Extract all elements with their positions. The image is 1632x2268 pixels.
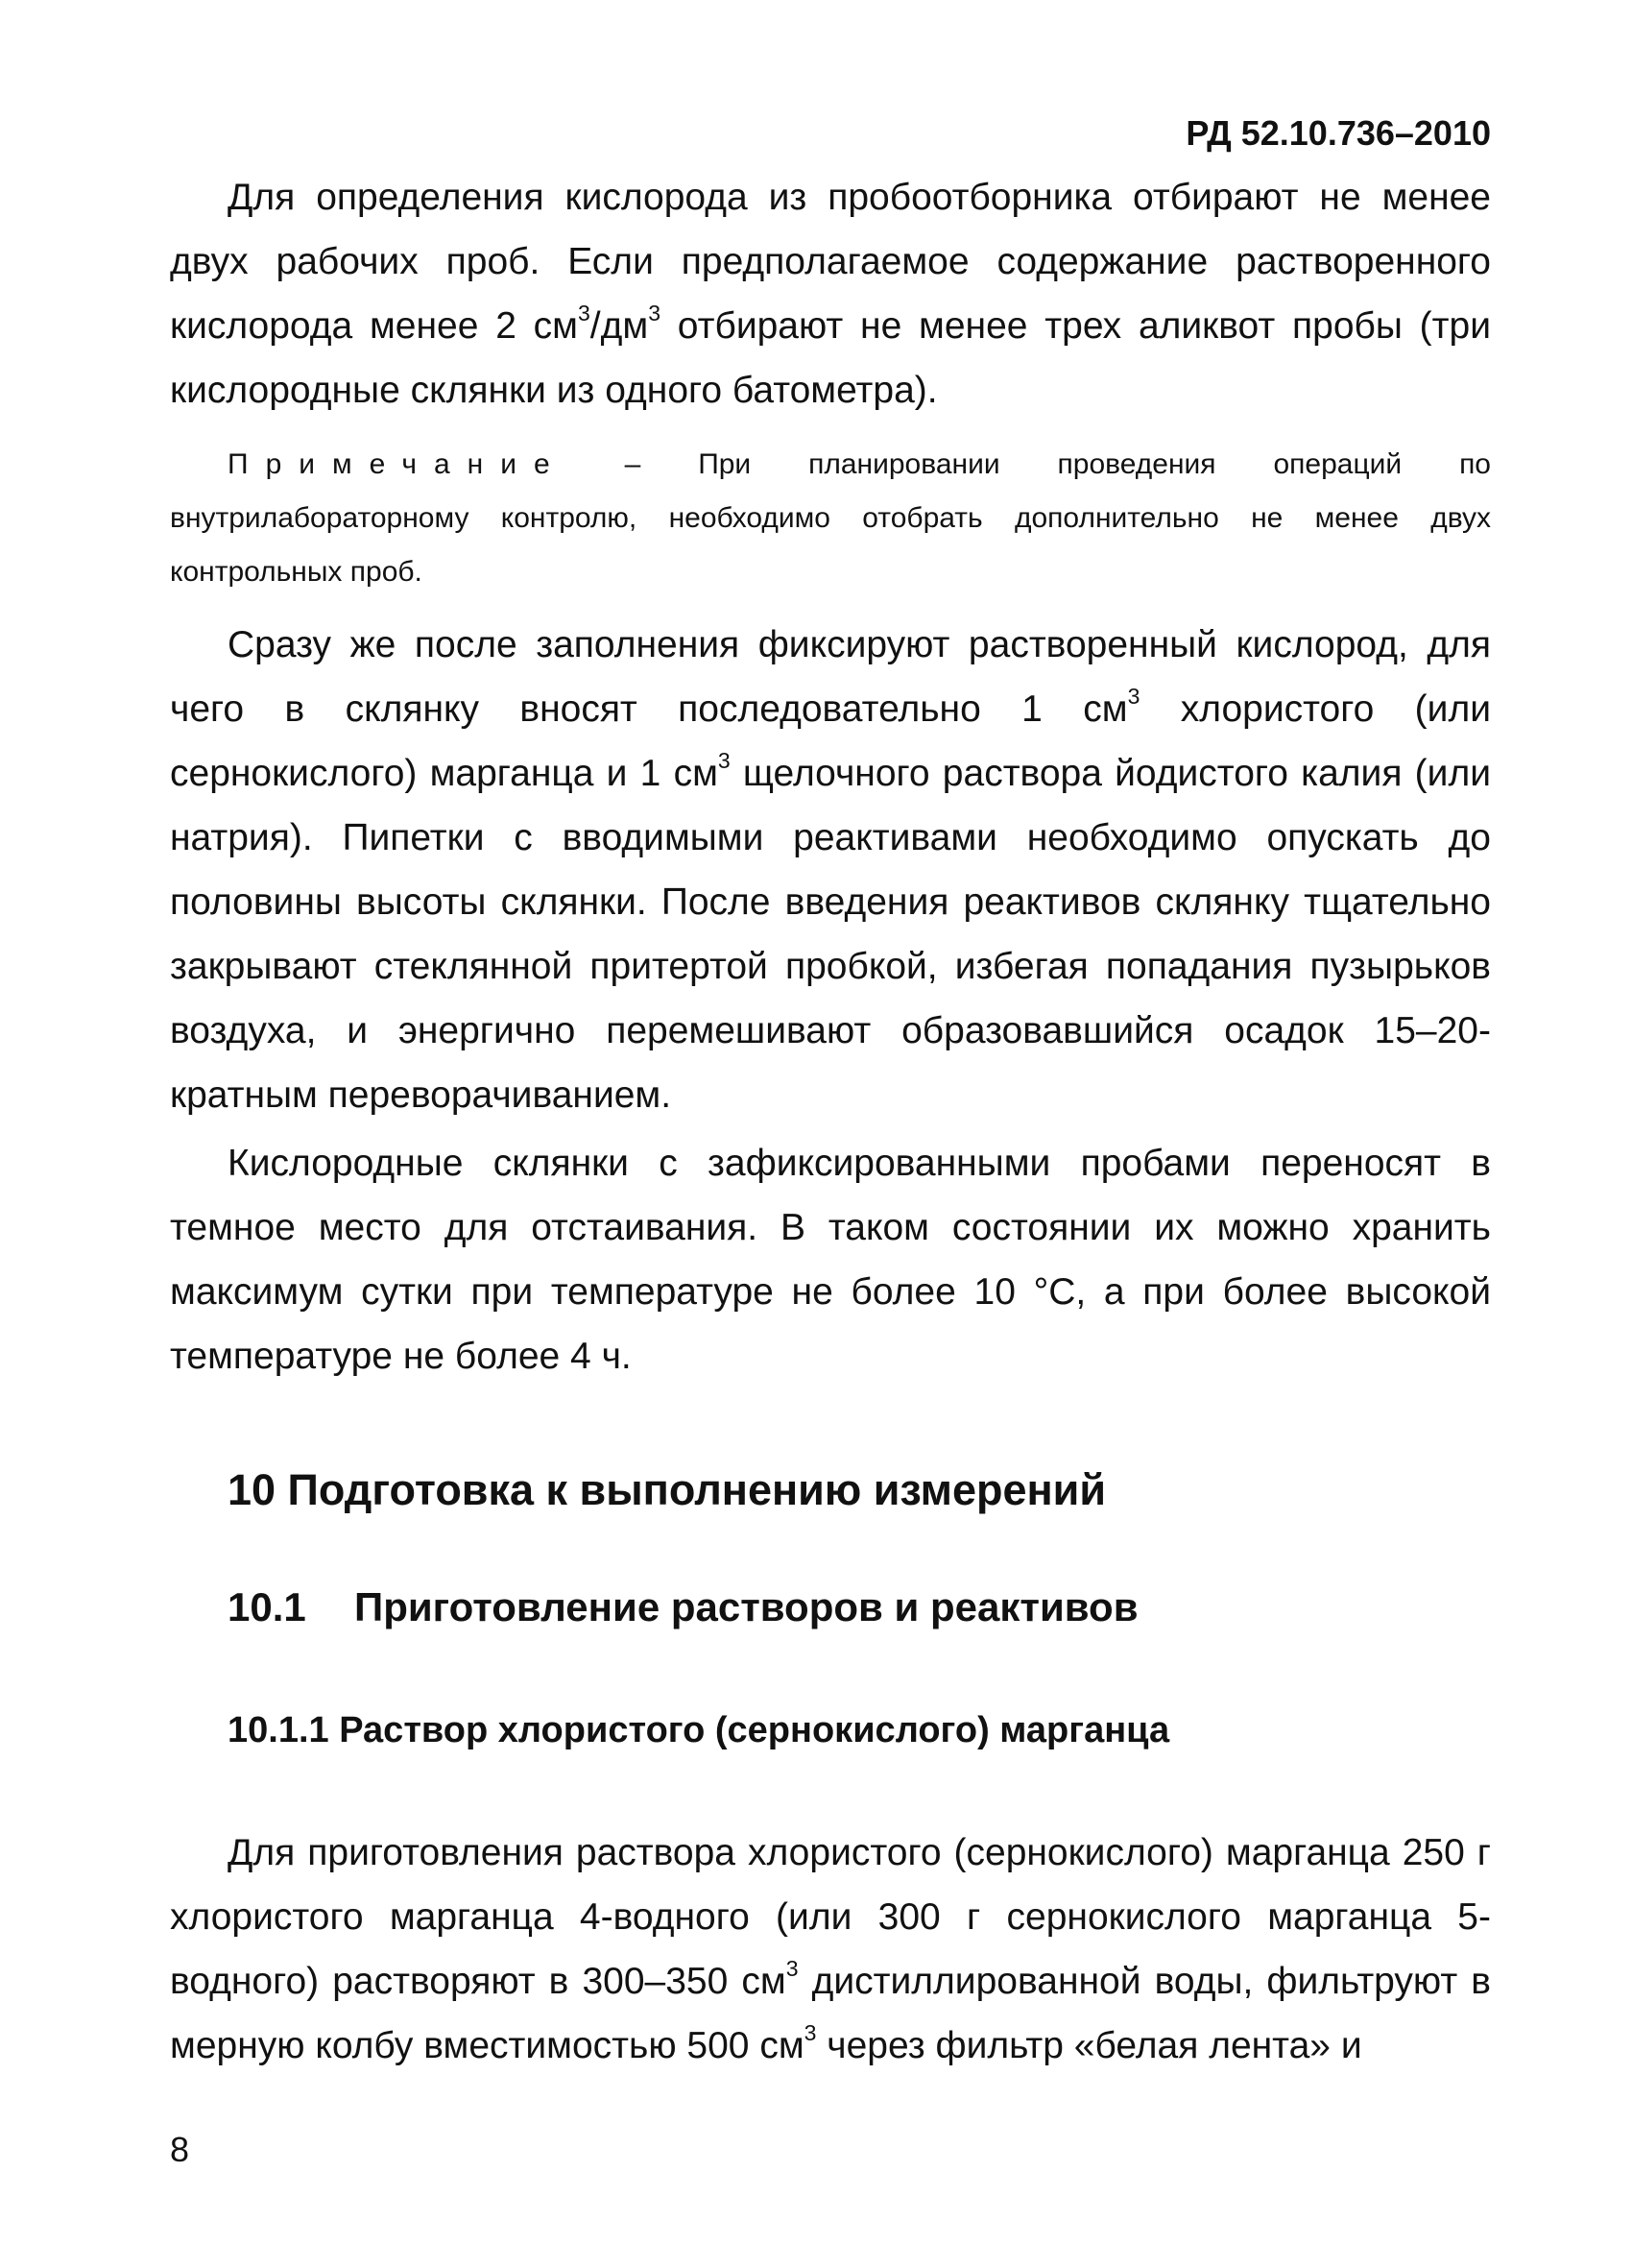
paragraph-sampling xyxy=(170,165,1491,422)
paragraph-text: /дм xyxy=(589,305,649,347)
page-number: 8 xyxy=(170,2130,190,2169)
note-heading: Примечание xyxy=(228,448,567,480)
superscript: 3 xyxy=(648,301,660,326)
superscript: 3 xyxy=(785,1956,799,1981)
paragraph-text: хлористого (или сернокислого) марганца и 1 см xyxy=(170,688,1491,794)
paragraph-text: отбирают не менее трех аликвот пробы (три кислородные склянки из одного батометра). xyxy=(170,305,1491,411)
note xyxy=(170,438,1491,599)
superscript: 3 xyxy=(1127,684,1140,709)
paragraph-manganese-solution xyxy=(170,1821,1491,2078)
subsection-title: Приготовление растворов и реактивов xyxy=(354,1584,1139,1629)
section-heading: 10 Подготовка к выполнению измерений xyxy=(228,1465,1107,1514)
superscript: 3 xyxy=(578,301,590,326)
superscript: 3 xyxy=(804,2020,817,2045)
subsection-number: 10.1 xyxy=(228,1584,306,1629)
paragraph-text: дистиллированной воды, фильтруют в мерную колбу вместимостью 500 см xyxy=(170,1961,1491,2066)
subsection-heading xyxy=(228,1579,1491,1636)
paragraph-text: Для приготовления раствора хлористого (сернокислого) марганца 250 г хлористого марганца 4-водного (или 300 г сернокислого марганца 5-водного) растворяют в 300–350 см xyxy=(170,1832,1491,2002)
paragraph-storage: Кислородные склянки с зафиксированными пробами переносят в темное место для отстаивания. В таком состоянии их можно хранить максимум сутки при температуре не более 10 °С, а при более высокой температуре не более 4 ч. xyxy=(170,1143,1491,1377)
paragraph-fixation xyxy=(170,613,1491,1127)
paragraph-text: Сразу же после заполнения фиксируют растворенный кислород, для чего в склянку вносят последовательно 1 см xyxy=(170,624,1491,730)
note-text: – При планировании проведения операций по внутрилабораторному контролю, необходимо отобрать дополнительно не менее двух контрольных проб. xyxy=(170,448,1491,588)
document-code: РД 52.10.736–2010 xyxy=(1186,113,1491,153)
subsubsection-heading: 10.1.1 Раствор хлористого (сернокислого) марганца xyxy=(228,1710,1170,1750)
superscript: 3 xyxy=(717,748,731,773)
page-body xyxy=(170,165,1491,2082)
paragraph-text: щелочного раствора йодистого калия (или натрия). Пипетки с вводимыми реактивами необходимо опускать до половины высоты склянки. После введения реактивов склянку тщательно закрывают стеклянной притертой пробкой, избегая попадания пузырьков воздуха, и энергично перемешивают образовавшийся осадок 15–20-кратным переворачиванием. xyxy=(170,753,1491,1116)
paragraph-text: Для определения кислорода из пробоотборника отбирают не менее двух рабочих проб. Если предполагаемое содержание растворенного кислорода менее 2 см xyxy=(170,177,1491,347)
paragraph-text: через фильтр «белая лента» и xyxy=(816,2025,1362,2066)
